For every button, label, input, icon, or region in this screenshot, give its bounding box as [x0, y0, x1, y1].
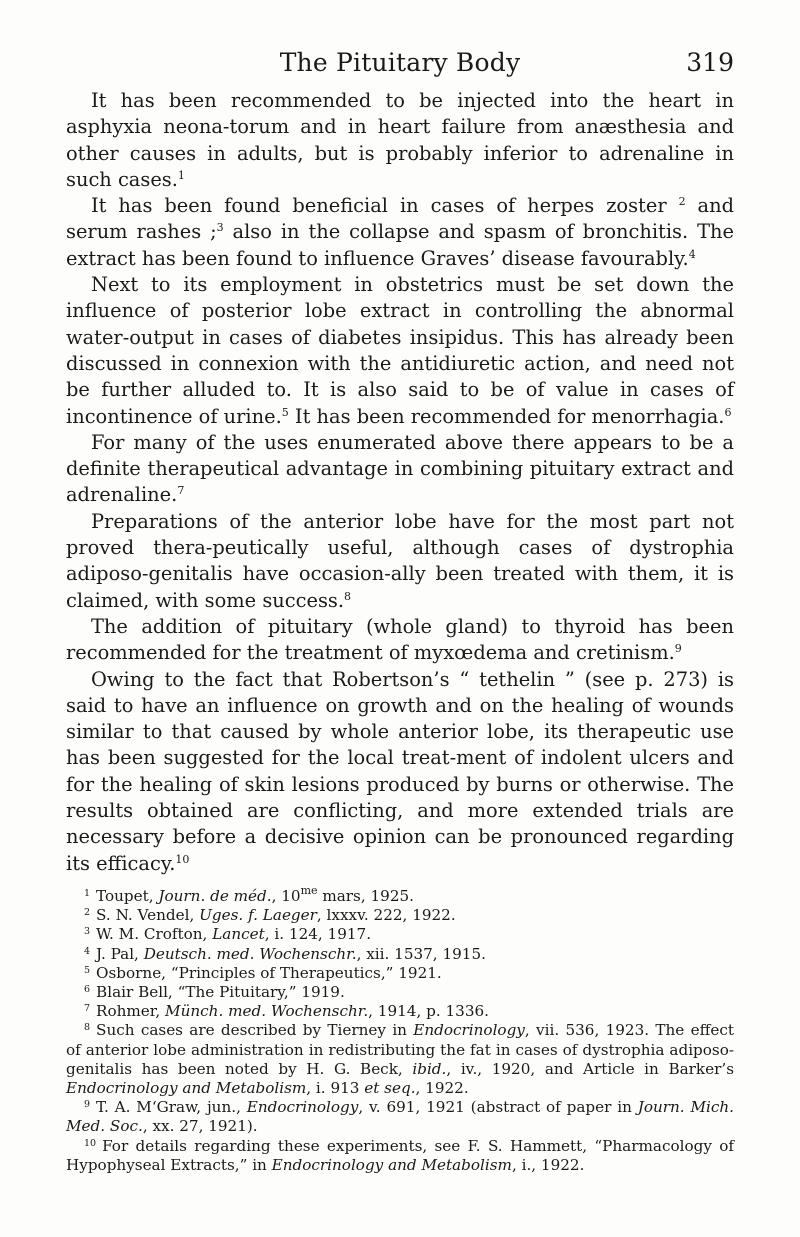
- footnote: $^3$ W. M. Crofton, Lancet, i. 124, 1917.: [84, 925, 372, 944]
- footnote: $^6$ Blair Bell, “The Pituitary,” 1919.: [84, 982, 345, 1001]
- footnote-ref: 6: [724, 405, 732, 419]
- footnote-ref: 9: [674, 642, 682, 656]
- footnote-ref: 5: [281, 405, 289, 419]
- page-number: 319: [686, 48, 734, 77]
- footnote: $^4$ J. Pal, Deutsch. med. Wochenschr., xii. 1537, 1915.: [84, 944, 486, 963]
- footnote: $^1$ Toupet, Journ. de méd., $10^{me}$ mars, 1925.: [84, 883, 414, 905]
- page-header: [66, 48, 734, 88]
- running-title: The Pituitary Body: [279, 48, 521, 77]
- body-text: [66, 88, 734, 877]
- paragraph: For many of the uses enumerated above there appears to be a definite therapeutical advantage in combining pituitary extract and adrenaline.$^7$: [66, 430, 734, 507]
- footnote-ref: 1: [177, 168, 185, 182]
- footnote: $^2$ S. N. Vendel, Uges. f. Laeger, lxxxv. 222, 1922.: [84, 906, 456, 925]
- footnote: $^5$ Osborne, “Principles of Therapeutics,” 1921.: [84, 963, 442, 982]
- footnote-ref: 10: [175, 852, 190, 866]
- footnote-ref: 8: [344, 589, 352, 603]
- book-page: [66, 48, 734, 1175]
- footnotes: [66, 883, 734, 1175]
- footnote-ref: 4: [688, 247, 696, 261]
- paragraph: Next to its employment in obstetrics must be set down the influence of posterior lobe extract in controlling the abnormal water-output in cases of diabetes insipidus. This has already been discussed in connexion with the antidiuretic action, and need not be further alluded to. It is also said to be of value in cases of incontinence of urine.$^5$ It has been recommended for menorrhagia.$^6$: [66, 273, 734, 428]
- paragraph: Owing to the fact that Robertson’s “ tethelin ” (see p. 273) is said to have an influence on growth and on the healing of wounds similar to that caused by whole anterior lobe, its therapeutic use has been suggested for the local treat-ment of indolent ulcers and for the healing of skin lesions produced by burns or otherwise. The results obtained are conflicting, and more extended trials are necessary before a decisive opinion can be pronounced regarding its efficacy.$^{10}$: [66, 667, 734, 875]
- footnote: $^{10}$ For details regarding these experiments, see F. S. Hammett, “Pharmacology of Hypophyseal Extracts,” in Endocrinology and Metabolism, i., 1922.: [66, 1136, 734, 1174]
- paragraph: Preparations of the anterior lobe have for the most part not proved thera-peutically useful, although cases of dystrophia adiposo-genitalis have occasion-ally been treated with them, it is claimed, with some success.$^8$: [66, 509, 734, 612]
- footnote: $^7$ Rohmer, Münch. med. Wochenschr., 1914, p. 1336.: [84, 1002, 489, 1021]
- paragraph: It has been found beneficial in cases of herpes zoster $^2$ and serum rashes ;$^3$ also in the collapse and spasm of bronchitis. The extract has been found to influence Graves’ disease favourably.$^4$: [66, 194, 734, 270]
- paragraph: It has been recommended to be injected into the heart in asphyxia neona-torum and in heart failure from anæsthesia and other causes in adults, but is probably inferior to adrenaline in such cases.$^1$: [66, 89, 734, 191]
- footnote: $^8$ Such cases are described by Tierney in Endocrinology, vii. 536, 1923. The effect of anterior lobe administration in redistributing the fat in cases of dystrophia adiposo-genitalis has been noted by H. G. Beck, ibid., iv., 1920, and Article in Barker’s Endocrinology and Metabolism, i. 913 et seq., 1922.: [66, 1021, 734, 1097]
- footnote-ref: 3: [216, 221, 224, 235]
- footnote-ref: 7: [177, 484, 185, 498]
- footnote-ref: 2: [678, 195, 686, 209]
- footnote: $^9$ T. A. M‘Graw, jun., Endocrinology, v. 691, 1921 (abstract of paper in Journ. Mich. Med. Soc., xx. 27, 1921).: [66, 1098, 734, 1136]
- paragraph: The addition of pituitary (whole gland) to thyroid has been recommended for the treatment of myxœdema and cretinism.$^9$: [66, 614, 734, 665]
